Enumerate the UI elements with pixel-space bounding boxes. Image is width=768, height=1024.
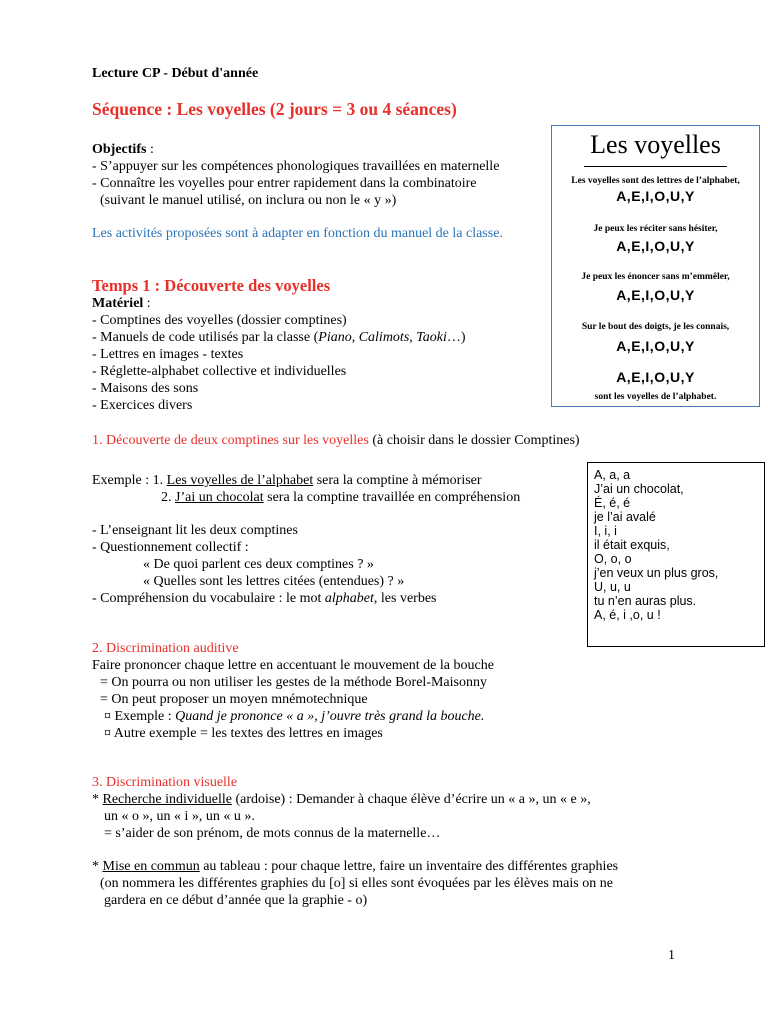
poster-title: Les voyelles (590, 130, 721, 159)
materiel-item: - Lettres en images - textes (92, 347, 244, 362)
poem-line: tu n’en auras plus. (594, 594, 697, 608)
materiel-item: - Réglette-alphabet collective et individuelles (92, 364, 347, 379)
poster-vowels: A,E,I,O,U,Y (616, 338, 695, 354)
poem-line: É, é, é (594, 496, 631, 510)
mise-en-commun-line: * Mise en commun au tableau : pour chaque lettre, faire un inventaire des différentes graphies (92, 859, 619, 874)
materiel-item: - Comptines des voyelles (dossier comptines) (92, 313, 347, 328)
poster-vowels: A,E,I,O,U,Y (616, 369, 695, 385)
recherche-line-3: = s’aider de son prénom, de mots connus de la maternelle… (104, 826, 441, 841)
example-line-1: Exemple : 1. Les voyelles de l’alphabet sera la comptine à mémoriser (92, 473, 482, 488)
materiel-item: - Maisons des sons (92, 381, 199, 396)
mise-en-commun-line-3: gardera en ce début d’année que la graphie - o) (104, 893, 368, 908)
poem-line: A, a, a (594, 468, 631, 482)
poem-line: A, é, i ,o, u ! (594, 608, 661, 622)
question-line: « De quoi parlent ces deux comptines ? » (143, 557, 374, 572)
poster-line: Sur le bout des doigts, je les connais, (581, 322, 730, 332)
materiel-heading: Matériel : (92, 296, 151, 311)
poster-vowels: A,E,I,O,U,Y (616, 287, 695, 303)
section2-example: ¤ Exemple : Quand je prononce « a », j’ouvre très grand la bouche. (104, 709, 485, 724)
section2-autre: ¤ Autre exemple = les textes des lettres en images (104, 726, 383, 741)
section1-heading: 1. Découverte de deux comptines sur les voyelles (à choisir dans le dossier Comptines) (92, 433, 580, 448)
poster-title-underline (584, 166, 727, 167)
section3-heading: 3. Discrimination visuelle (92, 775, 238, 790)
mise-en-commun-line-2: (on nommera les différentes graphies du [o] si elles sont évoquées par les élèves mais on ne (100, 876, 613, 891)
poem-line: j’en veux un plus gros, (594, 566, 719, 580)
objectif-item: (suivant le manuel utilisé, on inclura ou non le « y ») (100, 193, 397, 208)
activities-note: Les activités proposées sont à adapter en fonction du manuel de la classe. (92, 226, 503, 241)
chocolat-poem-box (587, 462, 765, 647)
section1-line: - L’enseignant lit les deux comptines (92, 523, 298, 538)
temps1-heading: Temps 1 : Découverte des voyelles (92, 276, 331, 295)
poem-line: I, i, i (594, 524, 617, 538)
poster-line: Je peux les énoncer sans m’emmêler, (581, 272, 730, 282)
section2-line: = On pourra ou non utiliser les gestes de la méthode Borel-Maisonny (100, 675, 487, 690)
voyelles-poster (551, 125, 760, 407)
objectif-item: - Connaître les voyelles pour entrer rapidement dans la combinatoire (92, 176, 477, 191)
page-number: 1 (668, 948, 675, 963)
example-line-2: 2. J’ai un chocolat sera la comptine travaillée en compréhension (161, 490, 521, 505)
materiel-item: - Exercices divers (92, 398, 193, 413)
poster-line: Les voyelles sont des lettres de l’alphabet, (571, 176, 740, 186)
sequence-title: Séquence : Les voyelles (2 jours = 3 ou 4 séances) (92, 99, 457, 119)
question-line: « Quelles sont les lettres citées (entendues) ? » (143, 574, 405, 589)
poem-line: il était exquis, (594, 538, 670, 552)
objectif-item: - S’appuyer sur les compétences phonologiques travaillées en maternelle (92, 159, 500, 174)
poem-line: O, o, o (594, 552, 632, 566)
poster-vowels: A,E,I,O,U,Y (616, 238, 695, 254)
document-title: Lecture CP - Début d'année (92, 66, 259, 81)
poster-line: Je peux les réciter sans hésiter, (593, 224, 718, 234)
section1-line: - Questionnement collectif : (92, 540, 249, 555)
vocab-line: - Compréhension du vocabulaire : le mot alphabet, les verbes (92, 591, 437, 606)
poem-line: je l’ai avalé (594, 510, 656, 524)
recherche-line: * Recherche individuelle (ardoise) : Demander à chaque élève d’écrire un « a », un « e », (92, 792, 591, 807)
section2-line: = On peut proposer un moyen mnémotechnique (100, 692, 368, 707)
objectifs-heading: Objectifs : (92, 142, 154, 157)
recherche-line-2: un « o », un « i », un « u ». (104, 809, 255, 824)
materiel-item-manuels: - Manuels de code utilisés par la classe (Piano, Calimots, Taoki…) (92, 330, 466, 345)
poster-line: sont les voyelles de l’alphabet. (594, 392, 717, 402)
section2-heading: 2. Discrimination auditive (92, 641, 239, 656)
section2-line: Faire prononcer chaque lettre en accentuant le mouvement de la bouche (92, 658, 494, 673)
poster-vowels: A,E,I,O,U,Y (616, 188, 695, 204)
poem-line: J’ai un chocolat, (594, 482, 684, 496)
poem-line: U, u, u (594, 580, 631, 594)
